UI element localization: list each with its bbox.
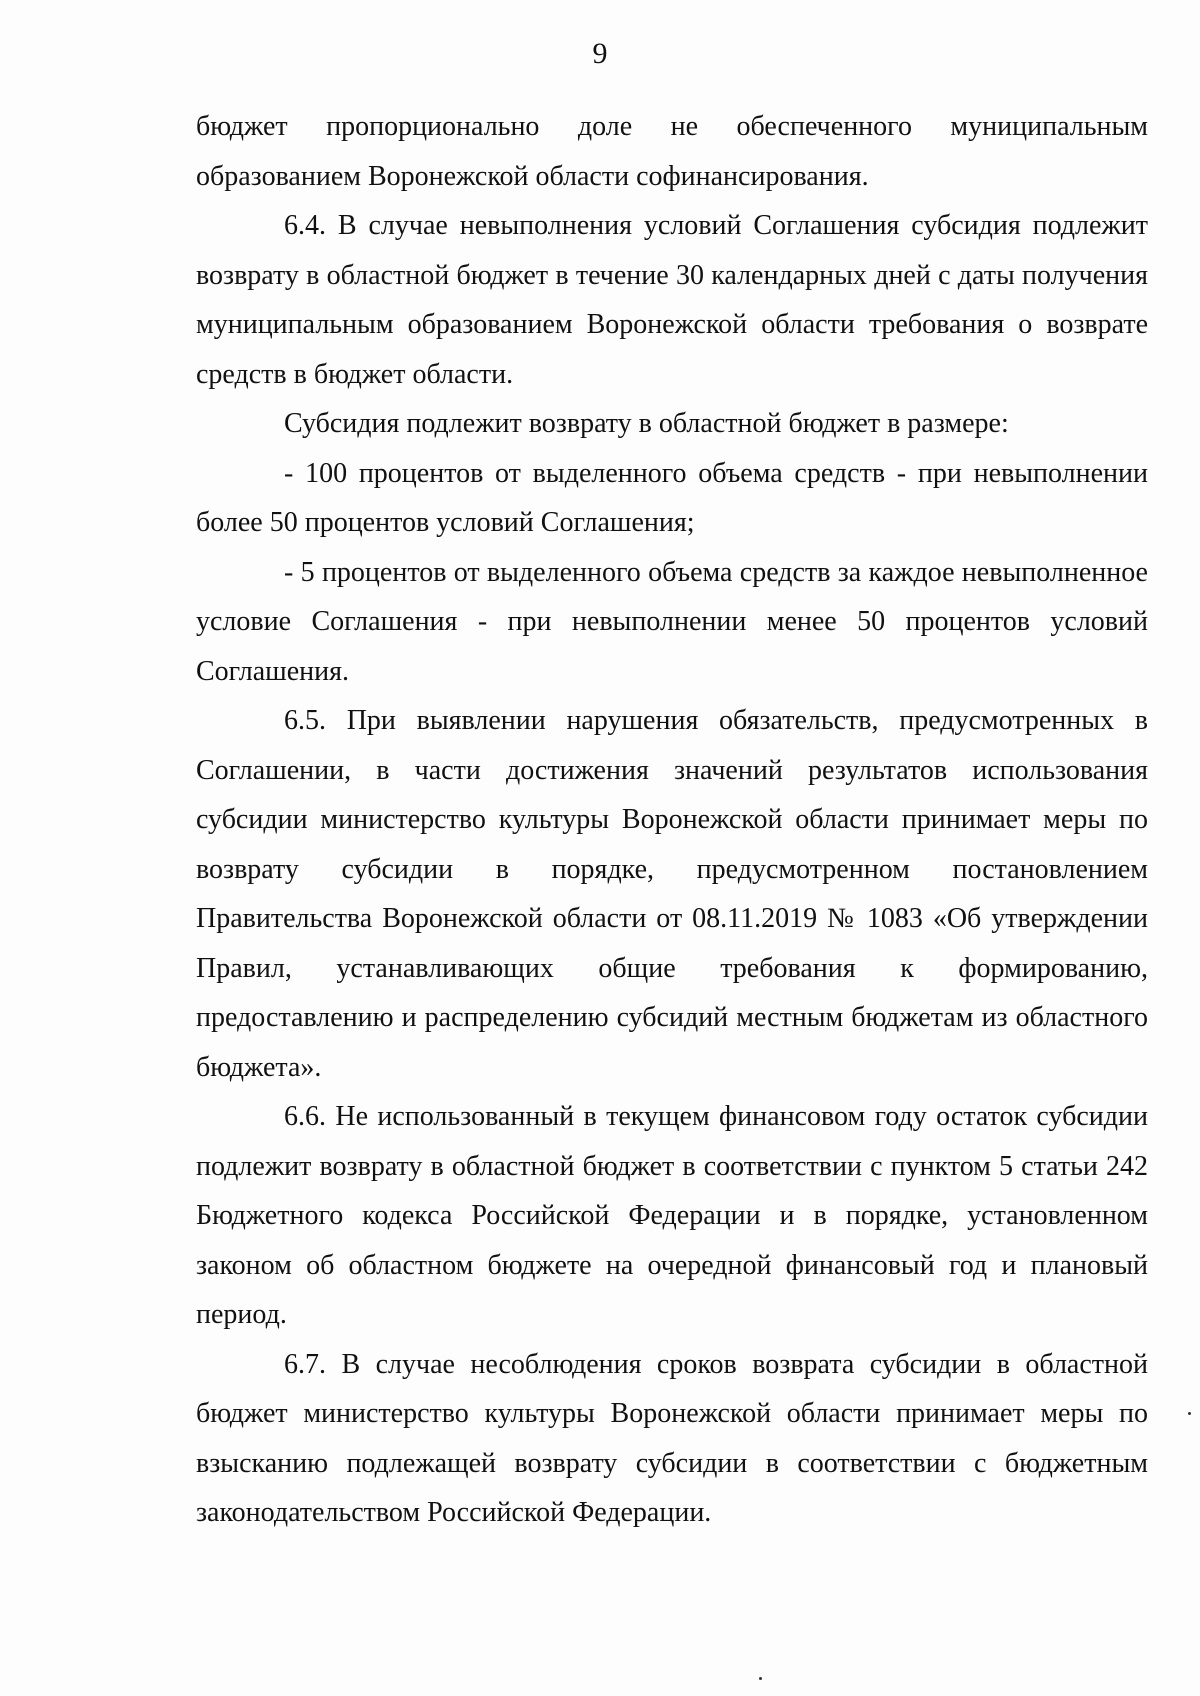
list-item-100-percent: - 100 процентов от выделенного объема средств - при невыполнении более 50 процентов условий Соглашения; (196, 457, 1148, 538)
page-number: 9 (592, 37, 608, 70)
scan-speck (759, 1677, 762, 1680)
paragraph-refund-size: Субсидия подлежит возврату в областной бюджет в размере: (284, 408, 1009, 439)
paragraph-6-6: 6.6. Не использованный в текущем финансовом году остаток субсидии подлежит возврату в областной бюджет в соответствии с пунктом 5 статьи 242 Бюджетного кодекса Российской Федерации и в порядке, установленном законом об областном бюджете на очередной финансовый год и плановый период. (196, 1101, 1148, 1330)
document-body (196, 102, 1148, 1538)
list-item-5-percent: - 5 процентов от выделенного объема средств за каждое невыполненное условие Соглашения - при невыполнении менее 50 процентов условий Соглашения. (196, 556, 1148, 687)
paragraph-6-5: 6.5. При выявлении нарушения обязательств, предусмотренных в Соглашении, в части достижения значений результатов использования субсидии министерство культуры Воронежской области принимает меры по возврату субсидии в порядке, предусмотренном постановлением Правительства Воронежской области от 08.11.2019 № 1083 «Об утверждении Правил, устанавливающих общие требования к формированию, предоставлению и распределению субсидий местным бюджетам из областного бюджета». (196, 705, 1148, 1083)
paragraph-continuation: бюджет пропорционально доле не обеспеченного муниципальным образованием Воронежской области софинансирования. (196, 111, 1148, 192)
paragraph-6-4: 6.4. В случае невыполнения условий Соглашения субсидия подлежит возврату в областной бюджет в течение 30 календарных дней с даты получения муниципальным образованием Воронежской области требования о возврате средств в бюджет области. (196, 210, 1148, 390)
scan-speck (1188, 1412, 1191, 1415)
paragraph-6-7: 6.7. В случае несоблюдения сроков возврата субсидии в областной бюджет министерство культуры Воронежской области принимает меры по взысканию подлежащей возврату субсидии в соответствии с бюджетным законодательством Российской Федерации. (196, 1348, 1148, 1528)
